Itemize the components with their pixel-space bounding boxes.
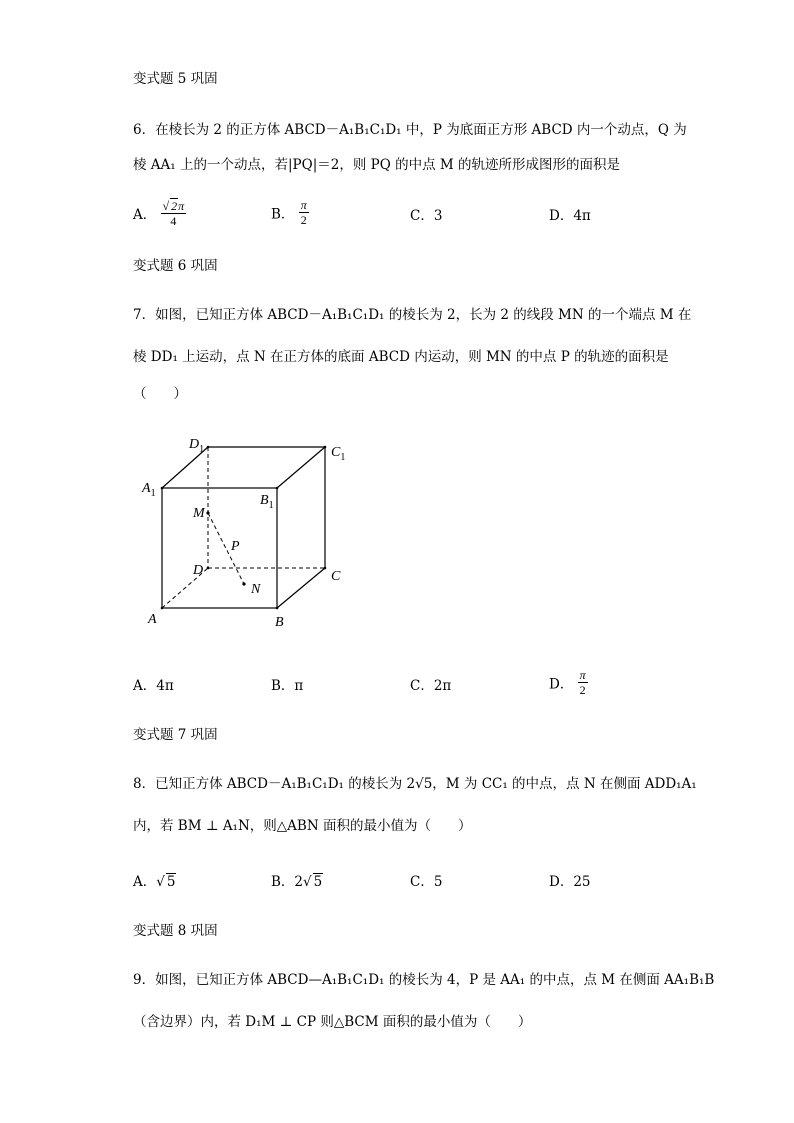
point-a1 [161, 487, 164, 490]
q8-option-b-radicand: 5 [313, 874, 323, 890]
q8-option-a[interactable]: A．√ 5 [133, 874, 176, 890]
q6-option-b[interactable] [271, 198, 309, 227]
label-p: P [231, 539, 240, 554]
q7-option-c[interactable]: C．2π [410, 678, 452, 694]
q8-option-a-label: A． [133, 874, 157, 890]
label-b1: $B_1$ [260, 493, 274, 511]
section-variant-6: 变式题 6 巩固 [133, 258, 218, 274]
section-variant-8: 变式题 8 巩固 [133, 923, 218, 939]
q9-stem-line2: （含边界）内，若 D₁M ⊥ CP 则△BCM 面积的最小值为（ ） [133, 1014, 532, 1030]
q6-option-b-label: B． [271, 206, 295, 223]
point-d1 [207, 446, 210, 449]
q7-option-d[interactable] [549, 668, 588, 697]
q6-option-a-label: A． [133, 207, 157, 223]
q7-option-b[interactable]: B．π [271, 678, 304, 694]
point-a [161, 607, 164, 610]
q8-option-b[interactable]: B．2√ 5 [271, 874, 323, 890]
q7-option-d-label: D． [549, 676, 574, 693]
point-b [276, 607, 279, 610]
point-c [324, 567, 327, 570]
section-variant-5: 变式题 5 巩固 [133, 71, 218, 87]
q6-option-b-fraction: $\frac{\pi}{2}$ [300, 198, 307, 227]
q6-option-c[interactable]: C．3 [410, 208, 443, 224]
point-d [207, 567, 210, 570]
q6-option-a[interactable] [133, 198, 186, 228]
q8-option-a-radicand: 5 [166, 874, 176, 890]
q9-stem-line1: 9．如图，已知正方体 ABCD—A₁B₁C₁D₁ 的棱长为 4，P 是 AA₁ 的中点，点 M 在侧面 AA₁B₁B [133, 972, 715, 988]
q8-option-c[interactable]: C．5 [410, 874, 443, 890]
point-m [206, 511, 209, 514]
q7-stem-line1: 7．如图，已知正方体 ABCD－A₁B₁C₁D₁ 的棱长为 2，长为 2 的线段 MN 的一个端点 M 在 [133, 307, 692, 323]
q6-option-a-fraction: $\frac{√ 2\pi}{4}$ [162, 199, 185, 228]
q8-option-d[interactable]: D．25 [549, 874, 591, 890]
q7-option-d-fraction: $\frac{\pi}{2}$ [579, 668, 586, 697]
label-m: M [193, 506, 205, 521]
point-b1 [276, 487, 279, 490]
q7-option-a[interactable]: A．4π [133, 678, 174, 694]
q8-stem-line1: 8．已知正方体 ABCD－A₁B₁C₁D₁ 的棱长为 2√5，M 为 CC₁ 的中点，点 N 在侧面 ADD₁A₁ [133, 776, 697, 792]
label-a1: $A_1$ [142, 481, 156, 499]
q6-stem-line2: 棱 AA₁ 上的一个动点，若|PQ|＝2，则 PQ 的中点 M 的轨迹所形成图形的面积是 [133, 157, 620, 173]
q6-option-d[interactable]: D．4π [549, 208, 591, 224]
q7-stem-line3: （ ） [133, 386, 187, 402]
q6-stem-line1: 6．在棱长为 2 的正方体 ABCD－A₁B₁C₁D₁ 中，P 为底面正方形 ABCD 内一个动点，Q 为 [133, 122, 687, 138]
q7-stem-line2: 棱 DD₁ 上运动，点 N 在正方体的底面 ABCD 内运动，则 MN 的中点 P 的轨迹的面积是 [133, 349, 669, 365]
label-b: B [275, 615, 284, 630]
q8-option-b-label: B．2 [271, 874, 304, 890]
q8-stem-line2: 内，若 BM ⊥ A₁N，则△ABN 面积的最小值为（ ） [133, 818, 472, 834]
edge-b-c [277, 568, 325, 608]
label-a: A [148, 612, 157, 627]
section-variant-7: 变式题 7 巩固 [133, 727, 218, 743]
label-n: N [251, 582, 261, 597]
label-c1: $C_1$ [331, 445, 346, 463]
point-c1 [324, 446, 327, 449]
edge-b1-c1 [277, 447, 325, 488]
label-d: D [193, 563, 204, 578]
point-n [242, 582, 245, 585]
label-c: C [331, 569, 341, 584]
label-d1: $D_1$ [189, 437, 205, 455]
q7-cube-figure [140, 430, 360, 635]
